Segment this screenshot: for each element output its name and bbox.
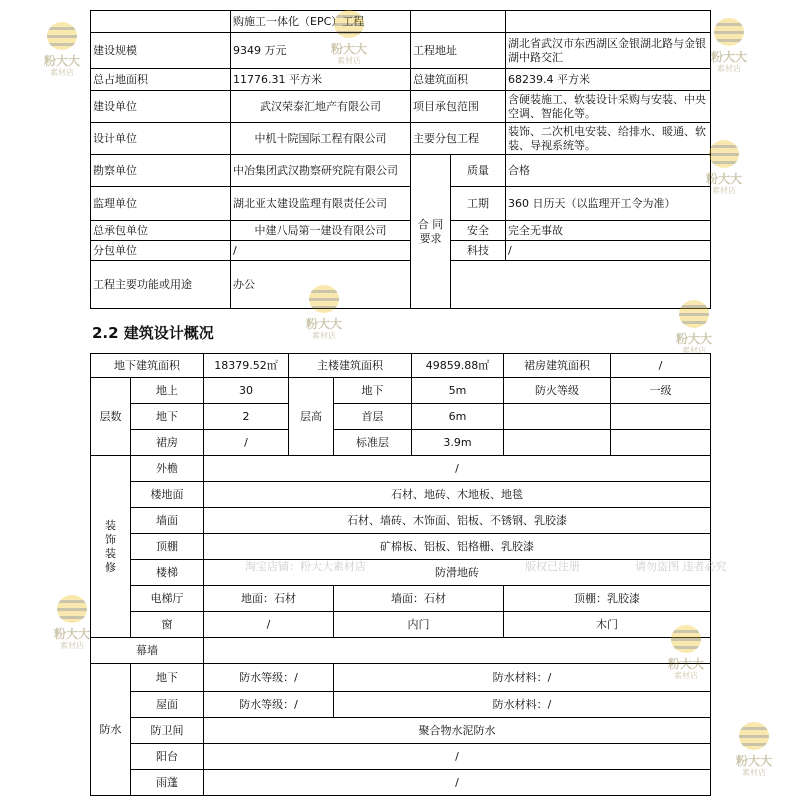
table-cell: 防滑地砖 (204, 560, 711, 586)
table-cell (504, 404, 611, 430)
table-cell: 6m (412, 404, 504, 430)
table-cell: 顶棚：乳胶漆 (504, 586, 711, 612)
table-cell: / (611, 354, 711, 378)
project-overview-table (90, 10, 711, 309)
table-cell: 办公 (231, 261, 711, 309)
table-cell: 装饰、二次机电安装、给排水、暖通、软装、导视系统等。 (506, 123, 711, 155)
table-label: 地下 (334, 378, 412, 404)
table-cell: / (506, 241, 711, 261)
table-label: 项目承包范围 (411, 91, 506, 123)
table-cell: 墙面：石材 (334, 586, 504, 612)
table-cell: 湖北省武汉市东西湖区金银湖北路与金银湖中路交汇 (506, 33, 711, 69)
table-cell: 合格 (506, 155, 711, 187)
table-cell: 一级 (611, 378, 711, 404)
table-label: 裙房 (131, 430, 204, 456)
table-label: 楼地面 (131, 482, 204, 508)
watermark-brand: 粉大大 (330, 42, 367, 56)
watermark-sub: 素材店 (50, 68, 74, 77)
table-cell: 360 日历天（以监理开工令为准） (506, 187, 711, 221)
watermark-sub: 素材店 (712, 186, 736, 195)
table-cell: / (204, 430, 289, 456)
table-cell: / (204, 456, 711, 482)
table-cell: 购施工一体化（EPC）工程 (231, 11, 411, 33)
table-cell (204, 638, 711, 664)
table-cell: 聚合物水泥防水 (204, 718, 711, 744)
table-label: 防水 (91, 664, 131, 796)
table-cell: 49859.88㎡ (412, 354, 504, 378)
watermark-sub: 素材店 (717, 64, 741, 73)
watermark-text: 淘宝店铺：粉大大素材店 (245, 560, 366, 573)
bee-icon (47, 22, 77, 50)
table-label: 裙房建筑面积 (504, 354, 611, 378)
table-cell: 中建八局第一建设有限公司 (231, 221, 411, 241)
table-label: 层高 (289, 378, 334, 456)
table-cell: / (204, 744, 711, 770)
table-label: 顶棚 (131, 534, 204, 560)
watermark-logo (705, 18, 753, 76)
table-cell: 木门 (504, 612, 711, 638)
table-label: 总承包单位 (91, 221, 231, 241)
table-cell: 防水材料：/ (334, 664, 711, 692)
watermark-sub: 素材店 (60, 641, 84, 650)
table-label: 墙面 (131, 508, 204, 534)
watermark-brand: 粉大大 (735, 754, 772, 768)
table-label: 防火等级 (504, 378, 611, 404)
table-cell: 9349 万元 (231, 33, 411, 69)
watermark-sub: 素材店 (742, 768, 766, 777)
watermark-brand: 粉大大 (705, 172, 742, 186)
table-label: 科技 (451, 241, 506, 261)
bee-icon (709, 140, 739, 168)
table-cell: 湖北亚太建设监理有限责任公司 (231, 187, 411, 221)
table-cell: 防水等级：/ (204, 664, 334, 692)
table-label: 电梯厅 (131, 586, 204, 612)
table-cell (506, 11, 711, 33)
table-cell: 中机十院国际工程有限公司 (231, 123, 411, 155)
table-cell: 11776.31 平方米 (231, 69, 411, 91)
table-cell: 中冶集团武汉勘察研究院有限公司 (231, 155, 411, 187)
table-label: 总建筑面积 (411, 69, 506, 91)
table-label: 主楼建筑面积 (289, 354, 412, 378)
table-cell: / (204, 770, 711, 796)
table-label: 工期 (451, 187, 506, 221)
table-label: 首层 (334, 404, 412, 430)
table-cell (91, 11, 231, 33)
table-label: 勘察单位 (91, 155, 231, 187)
table-label: 层数 (91, 378, 131, 456)
section-heading: 2.2 建筑设计概况 (92, 324, 214, 342)
table-cell: 含硬装施工、软装设计采购与安装、中央空调、智能化等。 (506, 91, 711, 123)
bee-icon (714, 18, 744, 46)
table-label: 雨蓬 (131, 770, 204, 796)
watermark-brand: 粉大大 (710, 50, 747, 64)
table-cell: 2 (204, 404, 289, 430)
table-cell: 石材、地砖、木地板、地毯 (204, 482, 711, 508)
table-label: 分包单位 (91, 241, 231, 261)
table-label: 外檐 (131, 456, 204, 482)
table-cell: 3.9m (412, 430, 504, 456)
table-label: 工程地址 (411, 33, 506, 69)
table-cell: 内门 (334, 612, 504, 638)
table-label: 地下 (131, 664, 204, 692)
watermark-brand: 粉大大 (667, 657, 704, 671)
table-cell: 石材、墙砖、木饰面、铝板、不锈钢、乳胶漆 (204, 508, 711, 534)
table-cell: 防水材料：/ (334, 692, 711, 718)
table-label: 总占地面积 (91, 69, 231, 91)
table-label: 阳台 (131, 744, 204, 770)
watermark-sub: 素材店 (312, 331, 336, 340)
contract-requirements-label: 合 同 要求 (411, 155, 451, 309)
watermark-sub: 素材店 (337, 56, 361, 65)
table-label: 装饰装修 (91, 456, 131, 638)
table-cell: 18379.52㎡ (204, 354, 289, 378)
bee-icon (57, 595, 87, 623)
table-cell (504, 430, 611, 456)
table-label: 窗 (131, 612, 204, 638)
table-cell: 30 (204, 378, 289, 404)
table-cell: / (204, 612, 334, 638)
table-cell: 68239.4 平方米 (506, 69, 711, 91)
table-label: 地下建筑面积 (91, 354, 204, 378)
watermark-text: 版权已注册 (525, 560, 580, 573)
table-label: 质量 (451, 155, 506, 187)
table-cell: 矿棉板、铝板、铝格栅、乳胶漆 (204, 534, 711, 560)
watermark-sub: 素材店 (674, 671, 698, 680)
watermark-logo (38, 22, 86, 80)
table-cell: 完全无事故 (506, 221, 711, 241)
table-label: 工程主要功能或用途 (91, 261, 231, 309)
watermark-logo (730, 722, 778, 780)
table-label: 地上 (131, 378, 204, 404)
table-label: 设计单位 (91, 123, 231, 155)
table-label: 标准层 (334, 430, 412, 456)
table-cell (611, 430, 711, 456)
table-label: 防卫间 (131, 718, 204, 744)
table-cell: 地面：石材 (204, 586, 334, 612)
table-cell: / (231, 241, 411, 261)
table-label: 建设规模 (91, 33, 231, 69)
watermark-text: 请勿盗图 违者必究 (635, 560, 727, 573)
table-cell (611, 404, 711, 430)
table-label: 监理单位 (91, 187, 231, 221)
table-label: 楼梯 (131, 560, 204, 586)
table-cell: 武汉荣泰汇地产有限公司 (231, 91, 411, 123)
watermark-brand: 粉大大 (43, 54, 80, 68)
table-cell: 5m (412, 378, 504, 404)
watermark-brand: 粉大大 (305, 317, 342, 331)
table-label: 幕墙 (91, 638, 204, 664)
watermark-brand: 粉大大 (675, 332, 712, 346)
table-label: 屋面 (131, 692, 204, 718)
bee-icon (739, 722, 769, 750)
table-cell: 防水等级：/ (204, 692, 334, 718)
watermark-brand: 粉大大 (53, 627, 90, 641)
watermark-logo (48, 595, 96, 653)
table-label: 安全 (451, 221, 506, 241)
design-overview-table (90, 353, 711, 796)
table-label: 主要分包工程 (411, 123, 506, 155)
table-cell (411, 11, 506, 33)
table-label: 地下 (131, 404, 204, 430)
watermark-sub: 素材店 (682, 346, 706, 355)
table-label: 建设单位 (91, 91, 231, 123)
